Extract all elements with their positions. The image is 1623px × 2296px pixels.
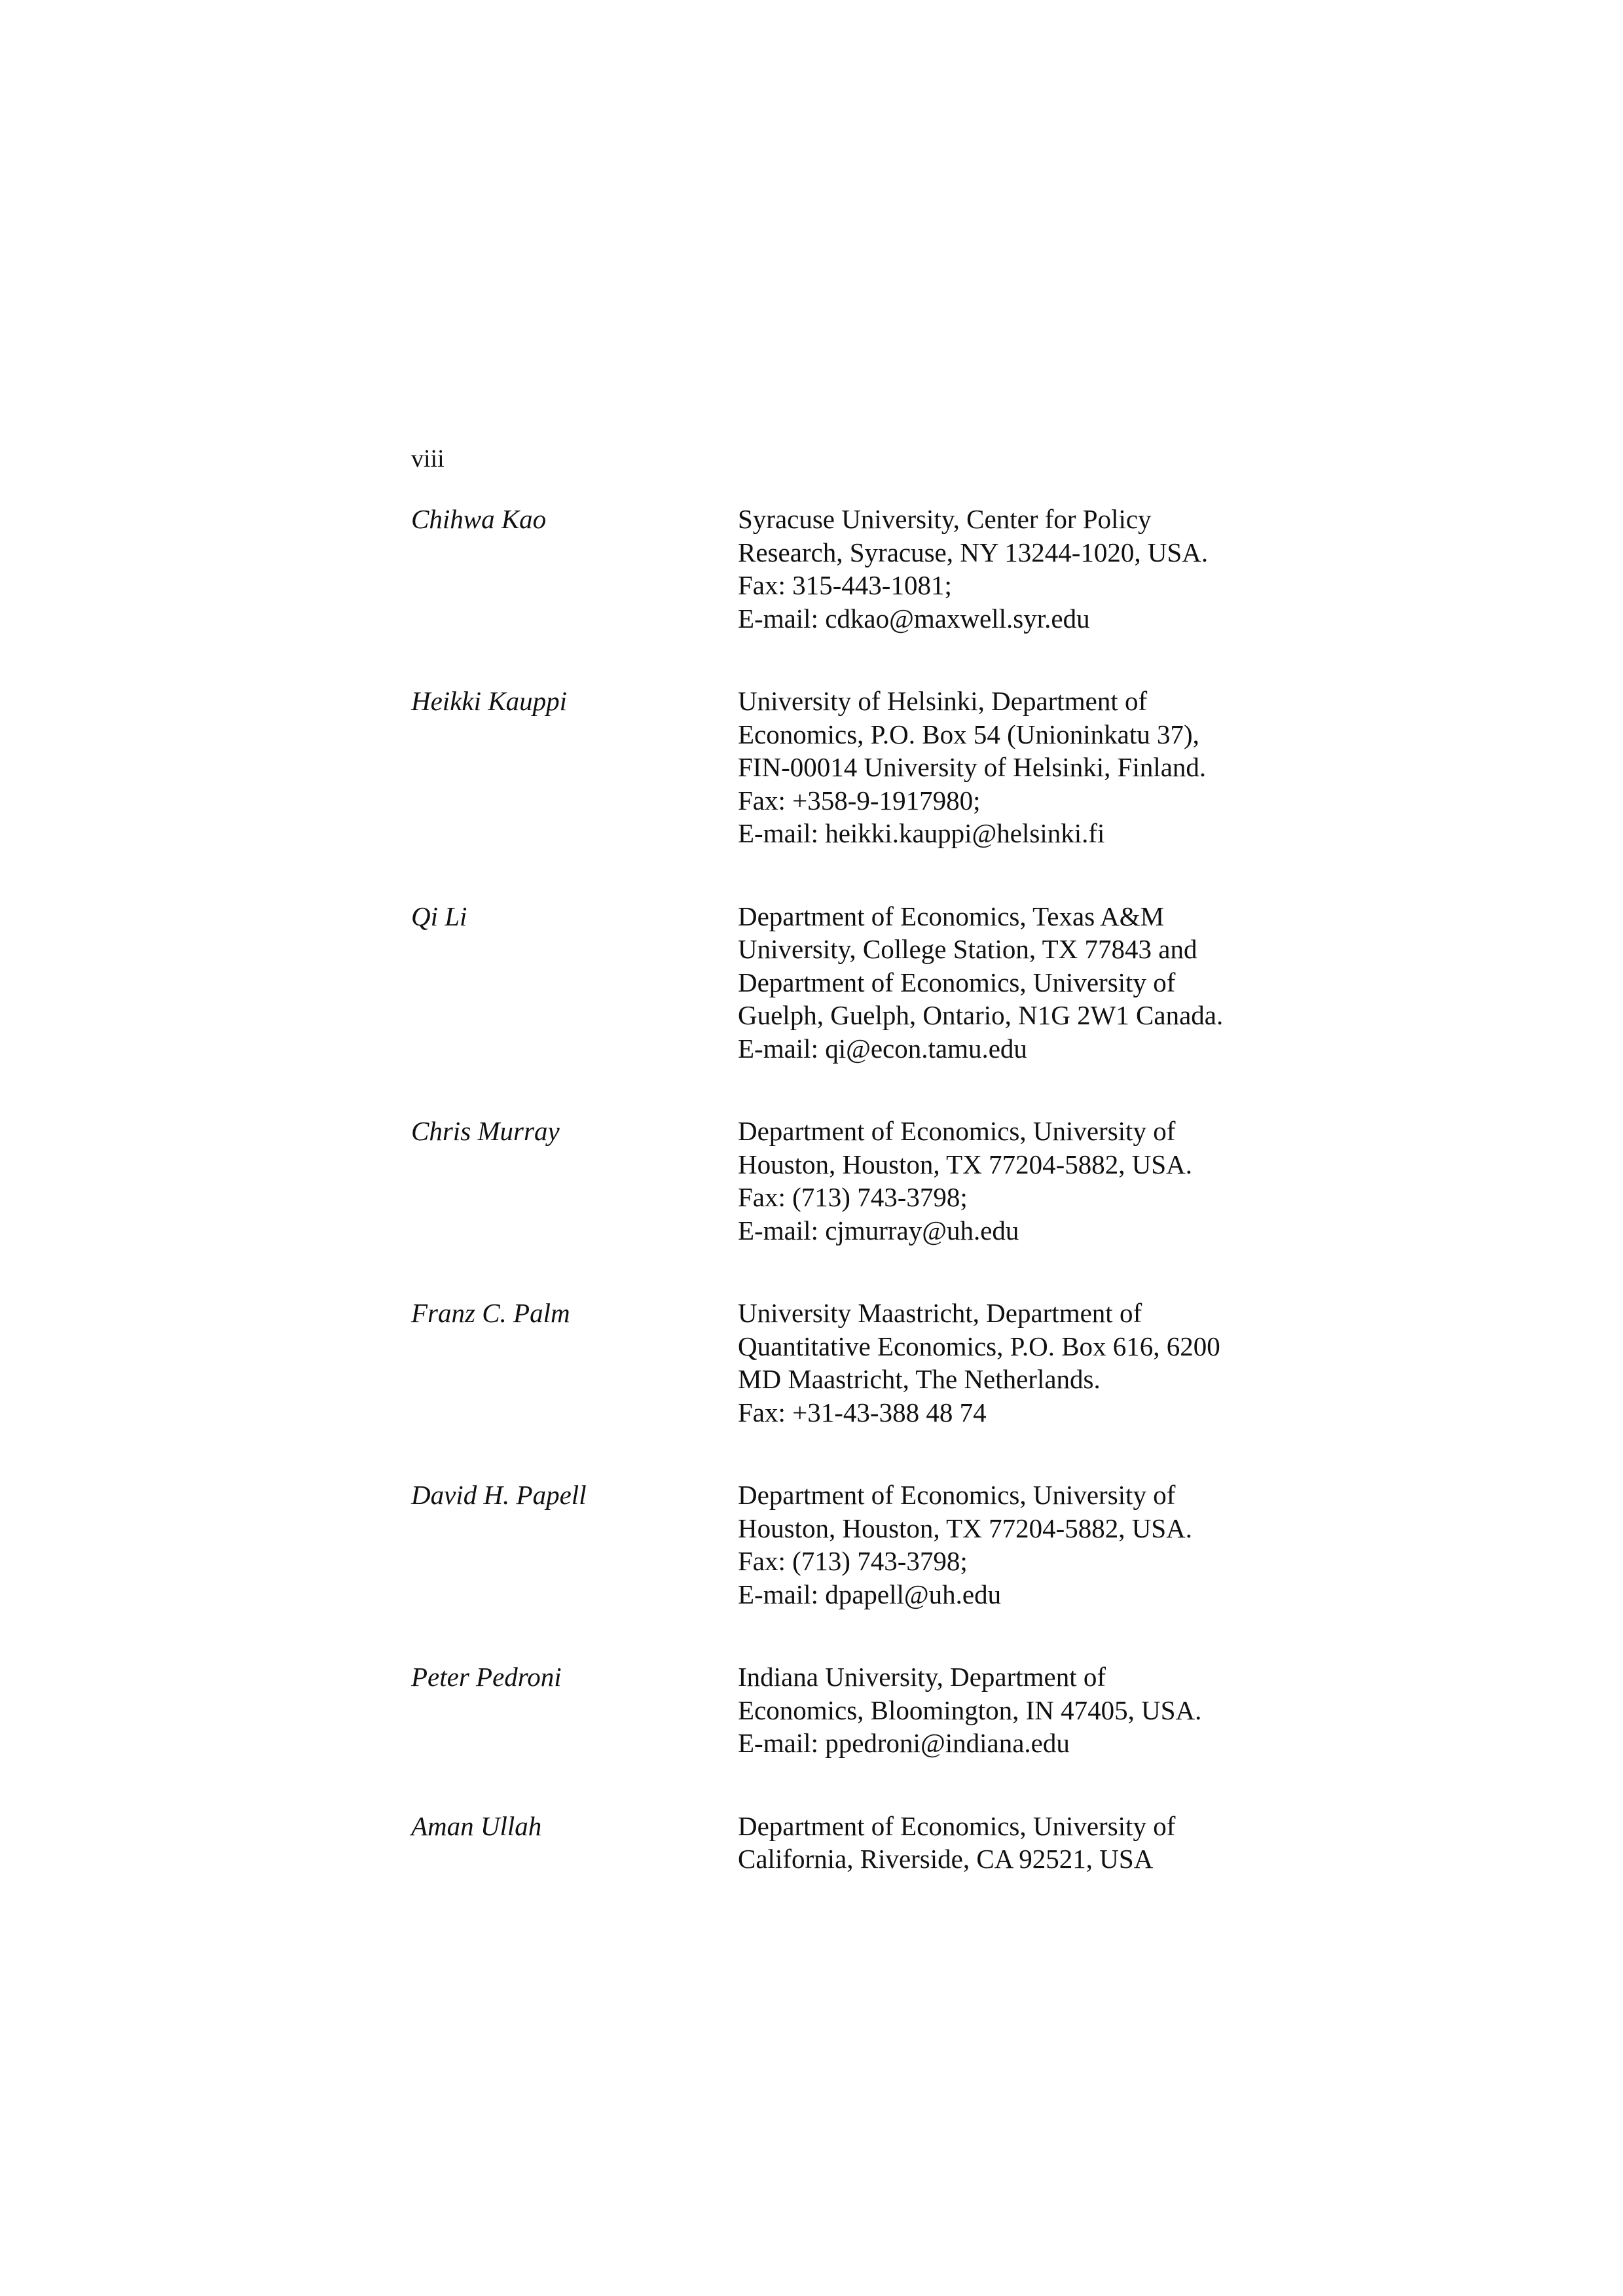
affiliation-line: California, Riverside, CA 92521, USA <box>738 1844 1154 1874</box>
contributor-entry <box>411 503 1308 635</box>
affiliation-line: Department of Economics, University of <box>738 1480 1176 1510</box>
email-line: E-mail: heikki.kauppi@helsinki.fi <box>738 818 1105 848</box>
affiliation-line: Department of Economics, Texas A&M <box>738 901 1165 931</box>
contributor-name: Aman Ullah <box>411 1810 542 1841</box>
affiliation-line: Department of Economics, University of <box>738 1810 1176 1841</box>
email-line: E-mail: cdkao@maxwell.syr.edu <box>738 603 1090 634</box>
affiliation-line: FIN-00014 University of Helsinki, Finland. <box>738 752 1207 782</box>
affiliation-line: Department of Economics, University of <box>738 1116 1176 1146</box>
contributor-affiliation <box>738 503 1308 635</box>
contributor-affiliation <box>738 1115 1308 1247</box>
affiliation-line: University, College Station, TX 77843 and <box>738 934 1197 964</box>
page-number: viii <box>411 445 445 473</box>
affiliation-line: Houston, Houston, TX 77204-5882, USA. <box>738 1149 1192 1179</box>
affiliation-line: University of Helsinki, Department of <box>738 686 1148 716</box>
affiliation-line: Research, Syracuse, NY 13244-1020, USA. <box>738 537 1209 567</box>
contributor-affiliation <box>738 1479 1308 1611</box>
affiliation-line: Indiana University, Department of <box>738 1662 1106 1692</box>
contributor-affiliation <box>738 685 1308 850</box>
email-line: E-mail: dpapell@uh.edu <box>738 1579 1002 1609</box>
email-line: E-mail: qi@econ.tamu.edu <box>738 1033 1027 1064</box>
email-line: E-mail: cjmurray@uh.edu <box>738 1215 1019 1246</box>
fax-line: Fax: 315-443-1081; <box>738 570 952 600</box>
fax-line: Fax: (713) 743-3798; <box>738 1182 968 1212</box>
affiliation-line: Guelph, Guelph, Ontario, N1G 2W1 Canada. <box>738 1000 1224 1030</box>
contributor-entry <box>411 1297 1308 1429</box>
contributor-entry <box>411 1479 1308 1611</box>
affiliation-line: MD Maastricht, The Netherlands. <box>738 1364 1101 1394</box>
contributor-name: Qi Li <box>411 901 467 931</box>
email-line: E-mail: ppedroni@indiana.edu <box>738 1728 1070 1758</box>
affiliation-line: Economics, Bloomington, IN 47405, USA. <box>738 1695 1202 1725</box>
contributor-affiliation <box>738 900 1308 1066</box>
contributor-entry <box>411 685 1308 850</box>
contributor-entry <box>411 1810 1308 1876</box>
contributor-name: Heikki Kauppi <box>411 686 567 716</box>
affiliation-line: Houston, Houston, TX 77204-5882, USA. <box>738 1513 1192 1543</box>
fax-line: Fax: +358-9-1917980; <box>738 785 981 816</box>
affiliation-line: Economics, P.O. Box 54 (Unioninkatu 37), <box>738 719 1199 749</box>
affiliation-line: Quantitative Economics, P.O. Box 616, 6200 <box>738 1331 1220 1361</box>
fax-line: Fax: +31-43-388 48 74 <box>738 1397 987 1427</box>
contributor-list <box>411 503 1308 1926</box>
contributor-name: Chihwa Kao <box>411 504 547 534</box>
contributor-affiliation <box>738 1810 1308 1876</box>
contributor-affiliation <box>738 1297 1308 1429</box>
contributor-entry <box>411 1115 1308 1247</box>
affiliation-line: University Maastricht, Department of <box>738 1298 1142 1328</box>
affiliation-line: Syracuse University, Center for Policy <box>738 504 1152 534</box>
contributor-entry <box>411 900 1308 1066</box>
contributor-name: David H. Papell <box>411 1480 587 1510</box>
fax-line: Fax: (713) 743-3798; <box>738 1546 968 1576</box>
contributor-affiliation <box>738 1660 1308 1760</box>
contributor-name: Peter Pedroni <box>411 1662 562 1692</box>
affiliation-line: Department of Economics, University of <box>738 967 1176 997</box>
contributor-entry <box>411 1660 1308 1760</box>
contributor-name: Chris Murray <box>411 1116 560 1146</box>
contributor-name: Franz C. Palm <box>411 1298 570 1328</box>
